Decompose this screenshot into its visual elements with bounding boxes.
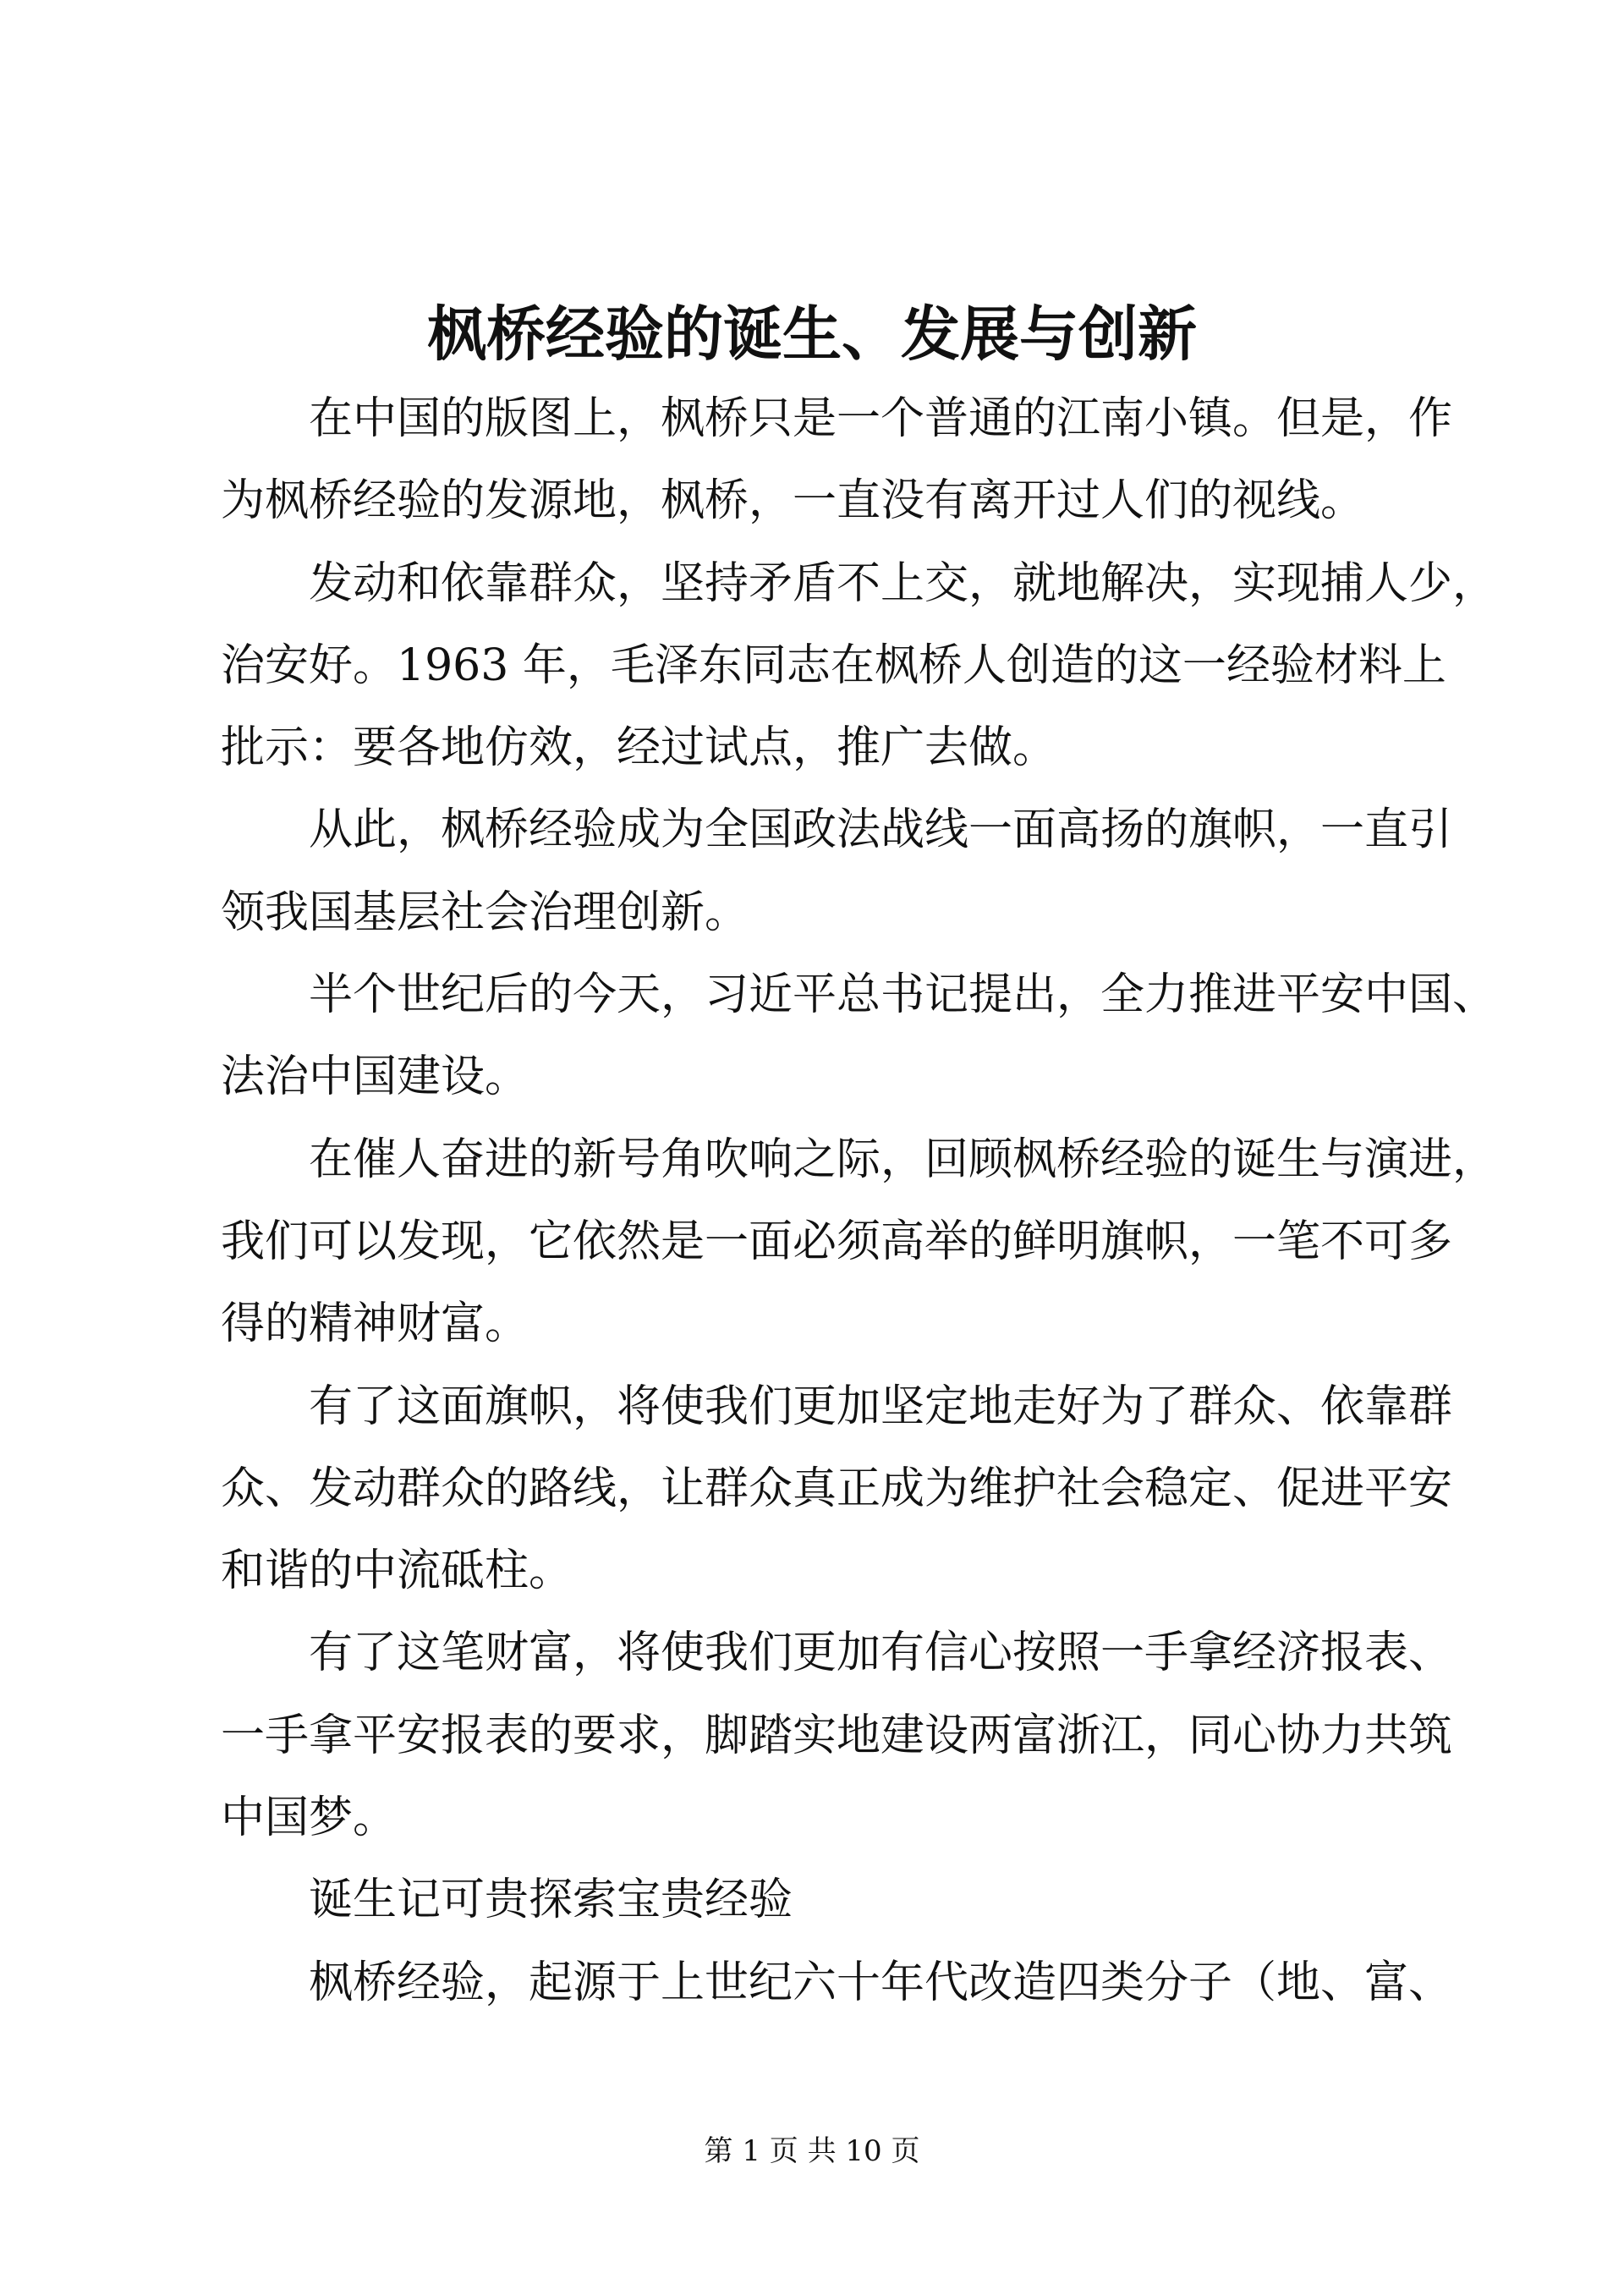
text-line: 半个世纪后的今天，习近平总书记提出，全力推进平安中国、 (309, 969, 1497, 1021)
paragraph (221, 1366, 1453, 1613)
page-footer: 第 1 页 共 10 页 (704, 2134, 920, 2168)
document-title: 枫桥经验的诞生、发展与创新 (427, 299, 1197, 369)
document-body (221, 378, 1497, 2024)
paragraph (221, 1859, 1429, 1941)
paragraph (221, 954, 1497, 1119)
text-line: 治安好。1963 年，毛泽东同志在枫桥人创造的这一经验材料上 (221, 640, 1446, 691)
text-line: 领我国基层社会治理创新。 (221, 887, 749, 938)
text-line: 枫桥经验，起源于上世纪六十年代改造四类分子（地、富、 (309, 1957, 1453, 2008)
text-line: 一手拿平安报表的要求，脚踏实地建设两富浙江，同心协力共筑 (221, 1710, 1453, 1761)
paragraph (221, 1119, 1497, 1366)
paragraph (221, 1612, 1453, 1859)
paragraph (221, 378, 1453, 543)
text-line: 法治中国建设。 (221, 1051, 529, 1103)
text-line: 批示：要各地仿效，经过试点，推广去做。 (221, 722, 1057, 774)
text-line: 在中国的版图上，枫桥只是一个普通的江南小镇。但是，作 (309, 393, 1453, 444)
text-line: 中国梦。 (221, 1793, 398, 1844)
text-line: 从此，枫桥经验成为全国政法战线一面高扬的旗帜，一直引 (309, 804, 1453, 856)
text-line: 和谐的中流砥柱。 (221, 1546, 573, 1597)
text-line: 在催人奋进的新号角吹响之际，回顾枫桥经验的诞生与演进， (309, 1134, 1497, 1185)
text-line: 有了这面旗帜，将使我们更加坚定地走好为了群众、依靠群 (309, 1381, 1453, 1432)
text-line: 有了这笔财富，将使我们更加有信心按照一手拿经济报表、 (309, 1628, 1453, 1679)
paragraph (221, 543, 1497, 790)
text-line: 发动和依靠群众，坚持矛盾不上交，就地解决，实现捕人少， (309, 557, 1497, 609)
text-line: 为枫桥经验的发源地，枫桥，一直没有离开过人们的视线。 (221, 475, 1365, 527)
text-line: 得的精神财富。 (221, 1298, 529, 1350)
text-line: 诞生记可贵探索宝贵经验 (309, 1875, 793, 1926)
text-line: 我们可以发现，它依然是一面必须高举的鲜明旗帜，一笔不可多 (221, 1216, 1453, 1267)
paragraph (221, 789, 1453, 954)
text-line: 众、发动群众的路线，让群众真正成为维护社会稳定、促进平安 (221, 1463, 1453, 1514)
paragraph (221, 1942, 1453, 2024)
